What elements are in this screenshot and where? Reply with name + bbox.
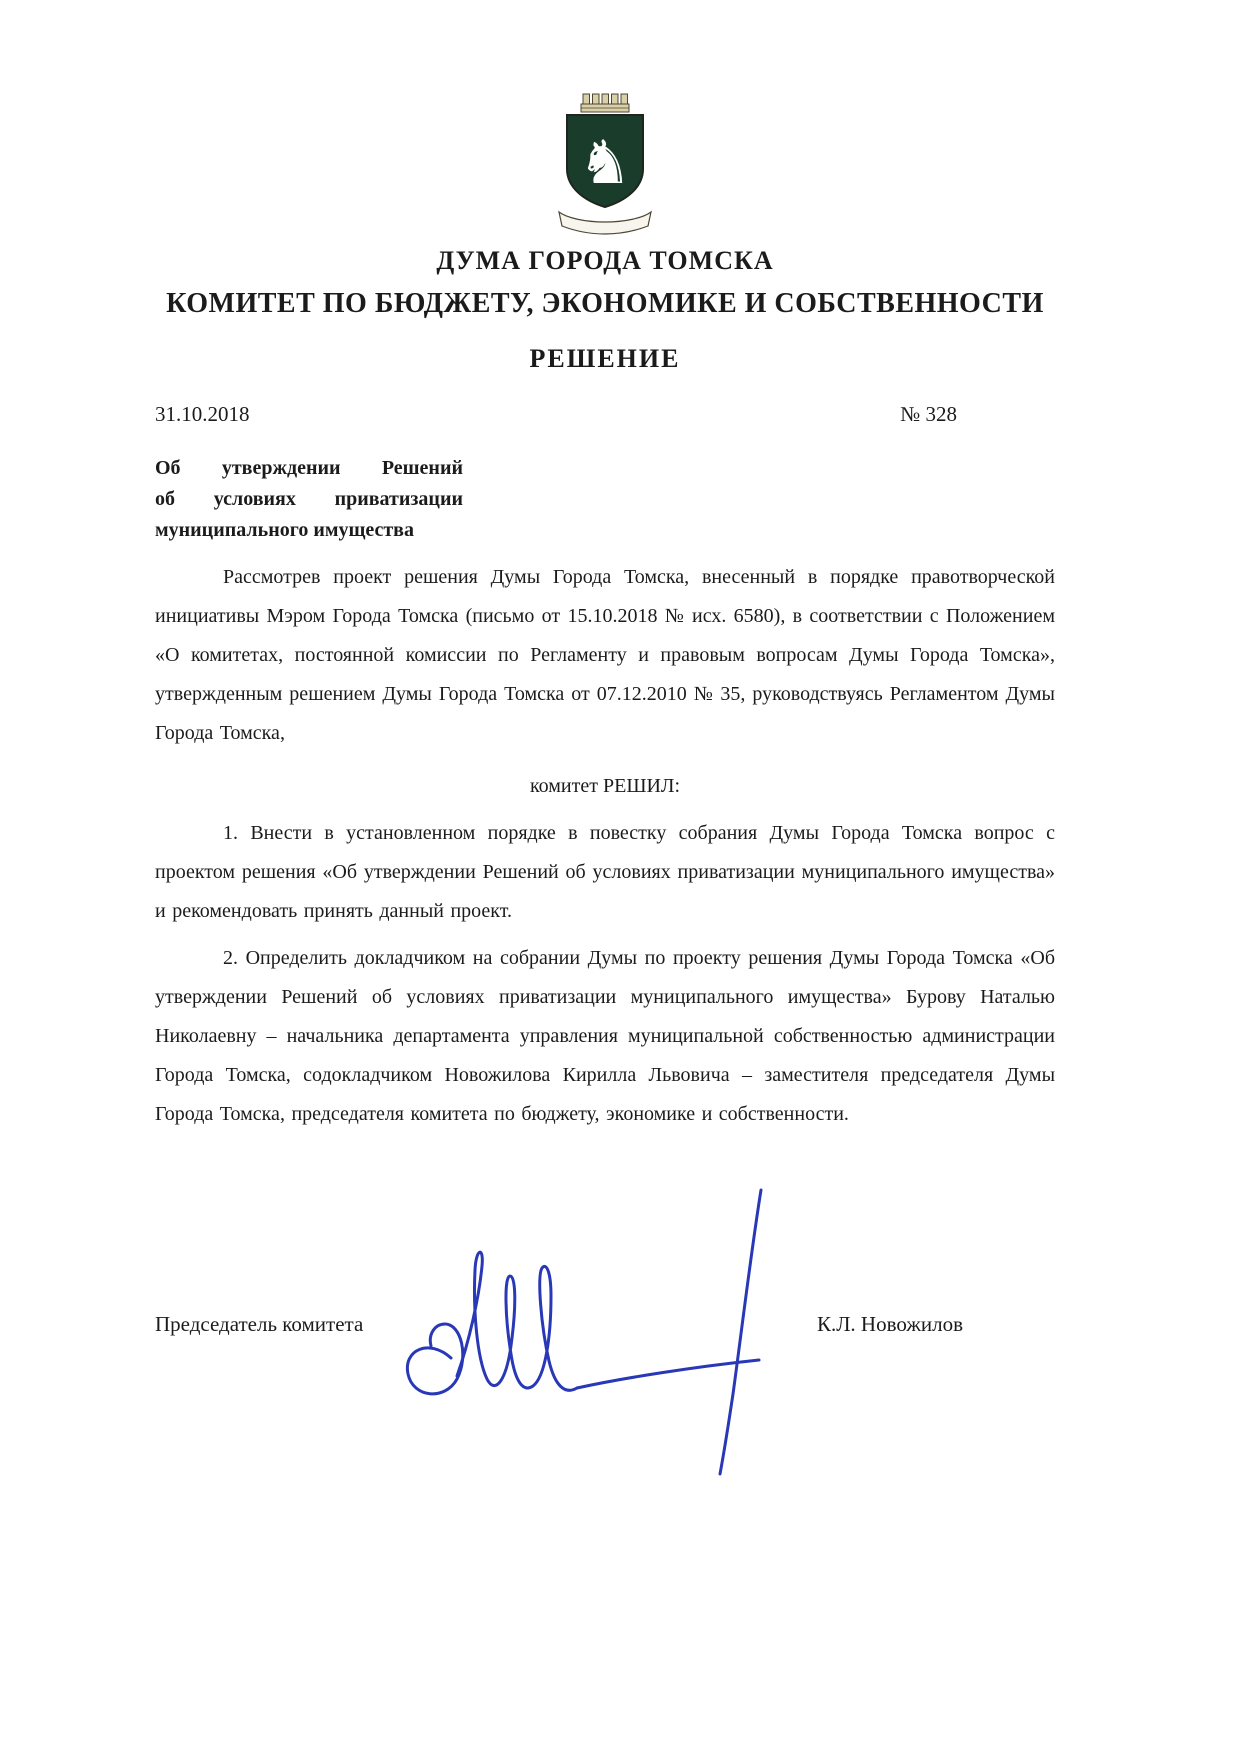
resolution-heading: комитет РЕШИЛ:	[529, 775, 681, 797]
organization-name: ДУМА ГОРОДА ТОМСКА	[436, 246, 774, 275]
document-type-heading: РЕШЕНИЕ	[529, 344, 681, 373]
signer-title: Председатель комитета	[155, 1312, 364, 1336]
subject-line: об условиях приватизации	[155, 488, 463, 510]
signer-name: К.Л. Новожилов	[816, 1312, 963, 1336]
intro-paragraph: Рассмотрев проект решения Думы Города Томска, внесенный в порядке правотворческой инициативы Мэром Города Томска (письмо от 15.10.2018 № исх. 6580), в соответствии с Положением «О комитетах, постоянной комиссии по Регламенту и правовым вопросам Думы Города Томска», утвержденным решением Думы Города Томска от 07.12.2010 № 35, руководствуясь Регламентом Думы Города Томска,	[155, 566, 1055, 744]
crown-icon	[581, 94, 629, 112]
coat-of-arms-icon	[555, 85, 655, 235]
resolution-item-2: 2. Определить докладчиком на собрании Думы по проекту решения Думы Города Томска «Об утверждении Решений об условиях приватизации муниципального имущества» Бурову Наталью Николаевну – начальника департамента управления муниципальной собственностью администрации Города Томска, содокладчиком Новожилова Кирилла Львовича – заместителя председателя Думы Города Томска, председателя комитета по бюджету, экономике и собственности.	[155, 947, 1055, 1125]
ribbon-banner	[559, 212, 651, 234]
signature-tail	[577, 1360, 759, 1388]
committee-name: КОМИТЕТ ПО БЮДЖЕТУ, ЭКОНОМИКЕ И СОБСТВЕННОСТИ	[166, 288, 1044, 319]
document-date: 31.10.2018	[155, 402, 250, 426]
document-subject	[155, 453, 463, 546]
resolution-item-1: 1. Внести в установленном порядке в повестку собрания Думы Города Томска вопрос с проектом решения «Об утверждении Решений об условиях приватизации муниципального имущества» и рекомендовать принять данный проект.	[155, 822, 1055, 922]
subject-line: Об утверждении Решений	[155, 457, 463, 479]
document-meta-row	[155, 402, 1055, 427]
white-horse-icon: ♞	[578, 128, 632, 198]
signature-block	[155, 1312, 1055, 1337]
document-number: № 328	[900, 402, 957, 426]
tomsk-coat-of-arms	[155, 85, 1055, 240]
subject-line: муниципального имущества	[155, 519, 414, 541]
